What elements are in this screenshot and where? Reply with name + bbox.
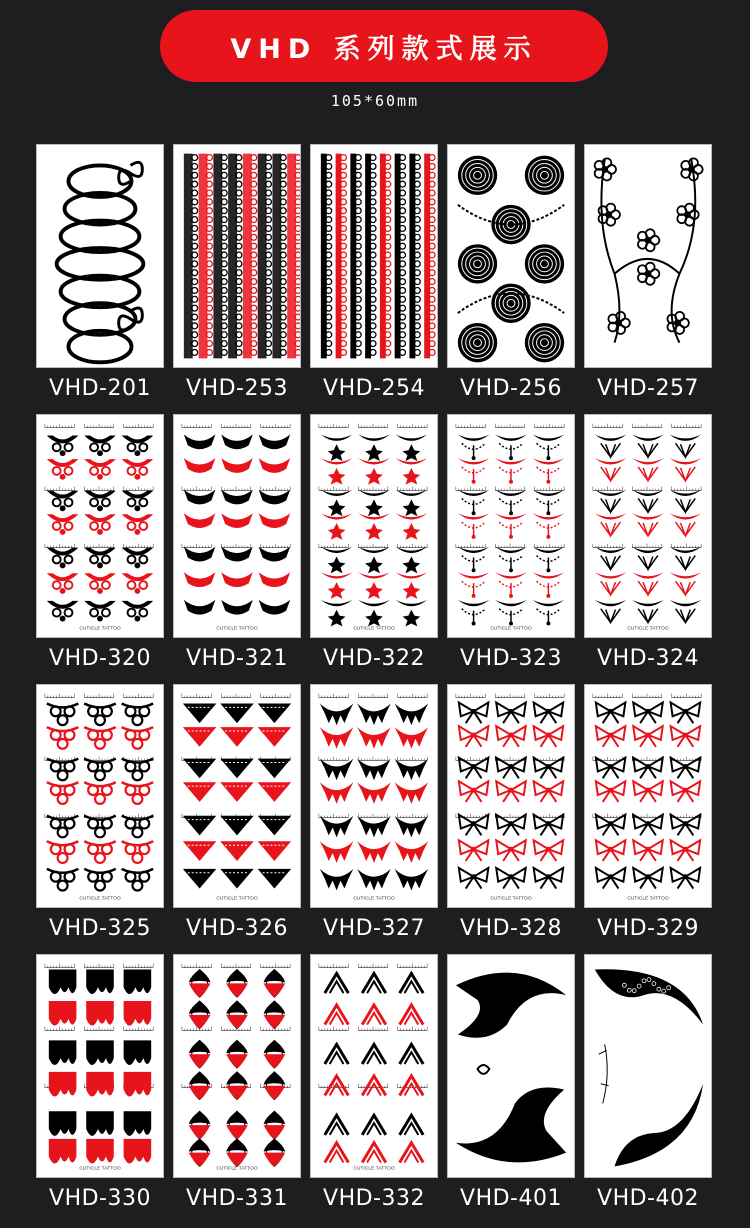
tattoo-sticker-image bbox=[310, 954, 438, 1178]
tattoo-sticker-image bbox=[36, 954, 164, 1178]
product-code: VHD-326 bbox=[186, 916, 288, 941]
svg-text:CUTICLE TATTOO: CUTICLE TATTOO bbox=[353, 1166, 395, 1172]
product-cell[interactable] bbox=[584, 684, 712, 941]
product-cell[interactable] bbox=[36, 684, 164, 941]
title-banner bbox=[160, 10, 608, 82]
svg-text:CUTICLE TATTOO: CUTICLE TATTOO bbox=[353, 896, 395, 902]
tattoo-sticker-image bbox=[310, 144, 438, 368]
tattoo-sticker-image bbox=[173, 144, 301, 368]
product-cell[interactable] bbox=[36, 954, 164, 1211]
product-code: VHD-321 bbox=[186, 646, 288, 671]
product-cell[interactable] bbox=[173, 684, 301, 941]
svg-text:CUTICLE TATTOO: CUTICLE TATTOO bbox=[216, 1166, 258, 1172]
tattoo-sticker-image bbox=[447, 414, 575, 638]
product-cell[interactable] bbox=[310, 684, 438, 941]
product-cell[interactable] bbox=[310, 414, 438, 671]
svg-text:CUTICLE TATTOO: CUTICLE TATTOO bbox=[216, 626, 258, 632]
product-cell[interactable] bbox=[447, 414, 575, 671]
product-cell[interactable] bbox=[173, 144, 301, 401]
svg-text:CUTICLE TATTOO: CUTICLE TATTOO bbox=[79, 1166, 121, 1172]
tattoo-sticker-image bbox=[447, 954, 575, 1178]
product-cell[interactable] bbox=[36, 414, 164, 671]
tattoo-sticker-image bbox=[310, 684, 438, 908]
product-code: VHD-402 bbox=[597, 1186, 699, 1211]
svg-text:CUTICLE TATTOO: CUTICLE TATTOO bbox=[79, 626, 121, 632]
product-cell[interactable] bbox=[447, 954, 575, 1211]
product-cell[interactable] bbox=[310, 144, 438, 401]
product-code: VHD-325 bbox=[49, 916, 151, 941]
product-code: VHD-320 bbox=[49, 646, 151, 671]
size-note: 105*60mm bbox=[330, 92, 420, 110]
product-cell[interactable] bbox=[310, 954, 438, 1211]
tattoo-sticker-image bbox=[173, 684, 301, 908]
tattoo-sticker-image bbox=[36, 144, 164, 368]
tattoo-sticker-image bbox=[173, 954, 301, 1178]
product-code: VHD-329 bbox=[597, 916, 699, 941]
tattoo-sticker-image bbox=[584, 954, 712, 1178]
svg-text:CUTICLE TATTOO: CUTICLE TATTOO bbox=[216, 896, 258, 902]
tattoo-sticker-image bbox=[584, 414, 712, 638]
product-cell[interactable] bbox=[447, 684, 575, 941]
product-code: VHD-331 bbox=[186, 1186, 288, 1211]
product-code: VHD-330 bbox=[49, 1186, 151, 1211]
product-code: VHD-324 bbox=[597, 646, 699, 671]
svg-text:CUTICLE TATTOO: CUTICLE TATTOO bbox=[627, 896, 669, 902]
product-cell[interactable] bbox=[173, 414, 301, 671]
product-cell[interactable] bbox=[36, 144, 164, 401]
product-code: VHD-323 bbox=[460, 646, 562, 671]
product-cell[interactable] bbox=[584, 414, 712, 671]
product-code: VHD-322 bbox=[323, 646, 425, 671]
product-code: VHD-254 bbox=[323, 376, 425, 401]
tattoo-sticker-image bbox=[447, 684, 575, 908]
product-code: VHD-332 bbox=[323, 1186, 425, 1211]
product-cell[interactable] bbox=[447, 144, 575, 401]
product-cell[interactable] bbox=[584, 954, 712, 1211]
product-code: VHD-257 bbox=[597, 376, 699, 401]
tattoo-sticker-image bbox=[447, 144, 575, 368]
product-cell[interactable] bbox=[584, 144, 712, 401]
product-code: VHD-327 bbox=[323, 916, 425, 941]
svg-text:CUTICLE TATTOO: CUTICLE TATTOO bbox=[79, 896, 121, 902]
tattoo-sticker-image bbox=[36, 684, 164, 908]
product-code: VHD-256 bbox=[460, 376, 562, 401]
svg-text:CUTICLE TATTOO: CUTICLE TATTOO bbox=[490, 626, 532, 632]
tattoo-sticker-image bbox=[584, 684, 712, 908]
product-cell[interactable] bbox=[173, 954, 301, 1211]
svg-text:CUTICLE TATTOO: CUTICLE TATTOO bbox=[353, 626, 395, 632]
tattoo-sticker-image bbox=[36, 414, 164, 638]
product-code: VHD-401 bbox=[460, 1186, 562, 1211]
banner-title: VHD 系列款式展示 bbox=[230, 33, 538, 65]
tattoo-sticker-image bbox=[584, 144, 712, 368]
svg-text:CUTICLE TATTOO: CUTICLE TATTOO bbox=[627, 626, 669, 632]
tattoo-sticker-image bbox=[310, 414, 438, 638]
product-code: VHD-328 bbox=[460, 916, 562, 941]
svg-text:CUTICLE TATTOO: CUTICLE TATTOO bbox=[490, 896, 532, 902]
product-code: VHD-253 bbox=[186, 376, 288, 401]
tattoo-sticker-image bbox=[173, 414, 301, 638]
product-code: VHD-201 bbox=[49, 376, 151, 401]
